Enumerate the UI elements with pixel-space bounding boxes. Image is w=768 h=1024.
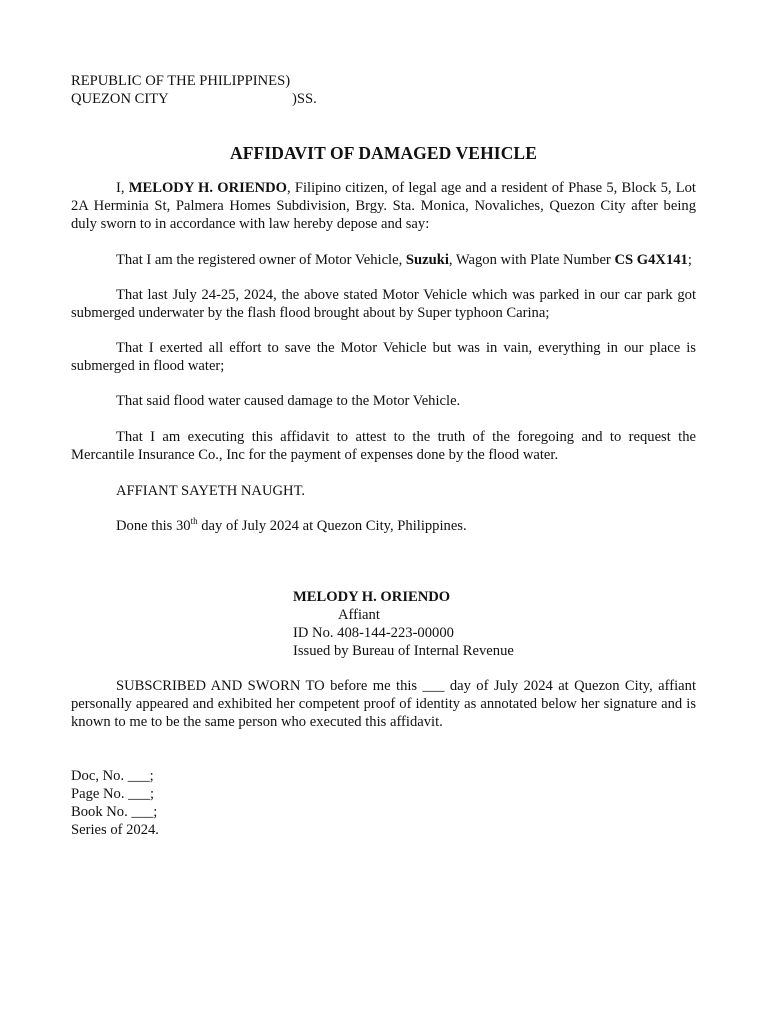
document-title: AFFIDAVIT OF DAMAGED VEHICLE bbox=[230, 143, 537, 163]
signature-role: Affiant bbox=[338, 607, 380, 623]
venue-republic: REPUBLIC OF THE PHILIPPINES) bbox=[71, 73, 291, 89]
notarial-register bbox=[71, 767, 696, 839]
series-year: Series of 2024. bbox=[71, 822, 159, 838]
venue-city: QUEZON CITY bbox=[71, 91, 169, 107]
vehicle-brand: Suzuki bbox=[405, 252, 449, 268]
ownership-text-a: That I am the registered owner of Motor Vehicle, bbox=[116, 252, 406, 268]
intro-paragraph bbox=[71, 179, 696, 233]
done-text-a: Done this 30 bbox=[116, 518, 191, 534]
affidavit-page bbox=[71, 72, 696, 839]
ownership-text-b: , Wagon with Plate Number bbox=[448, 252, 615, 268]
signature-block bbox=[293, 588, 696, 660]
jurat-paragraph: SUBSCRIBED AND SWORN TO before me this ___ day of July 2024 at Quezon City, affiant personally appeared and exhibited her competent proof of identity as annotated below her signature and is known to me to be the same person who executed this affidavit. bbox=[71, 678, 696, 730]
plate-number: CS G4X141 bbox=[614, 252, 688, 268]
signature-id: ID No. 408-144-223-00000 bbox=[293, 625, 454, 641]
doc-number: Doc, No. ___; bbox=[71, 768, 154, 784]
venue-ss: )SS. bbox=[292, 91, 317, 107]
book-number: Book No. ___; bbox=[71, 804, 158, 820]
flood-paragraph: That last July 24-25, 2024, the above stated Motor Vehicle which was parked in our car park got submerged underwater by the flash flood brought about by Super typhoon Carina; bbox=[71, 287, 696, 321]
signature-issued: Issued by Bureau of Internal Revenue bbox=[293, 643, 514, 659]
intro-rest: , Filipino citizen, of legal age and a resident of Phase 5, Block 5, Lot 2A Herminia St, Palmera Homes Subdivision, Brgy. Sta. Monica, Novaliches, Quezon City after being duly sworn to in accordance with law hereby depose and say: bbox=[71, 180, 696, 232]
purpose-paragraph: That I am executing this affidavit to attest to the truth of the foregoing and to request the Mercantile Insurance Co., Inc for the payment of expenses done by the flood water. bbox=[71, 429, 696, 463]
venue-city-line bbox=[71, 90, 696, 108]
damage-paragraph: That said flood water caused damage to the Motor Vehicle. bbox=[116, 393, 461, 409]
done-ordinal: th bbox=[190, 516, 198, 526]
done-line bbox=[71, 517, 696, 535]
ownership-paragraph bbox=[71, 251, 696, 269]
sayeth-naught: AFFIANT SAYETH NAUGHT. bbox=[116, 483, 306, 499]
intro-prefix: I, bbox=[116, 180, 129, 196]
affiant-name-inline: MELODY H. ORIENDO bbox=[128, 180, 287, 196]
effort-paragraph: That I exerted all effort to save the Motor Vehicle but was in vain, everything in our place is submerged in flood water; bbox=[71, 340, 696, 374]
ownership-text-c: ; bbox=[687, 252, 692, 268]
venue-block bbox=[71, 72, 696, 108]
signature-name: MELODY H. ORIENDO bbox=[293, 589, 451, 605]
done-text-b: day of July 2024 at Quezon City, Philippines. bbox=[197, 518, 467, 534]
page-number: Page No. ___; bbox=[71, 786, 155, 802]
